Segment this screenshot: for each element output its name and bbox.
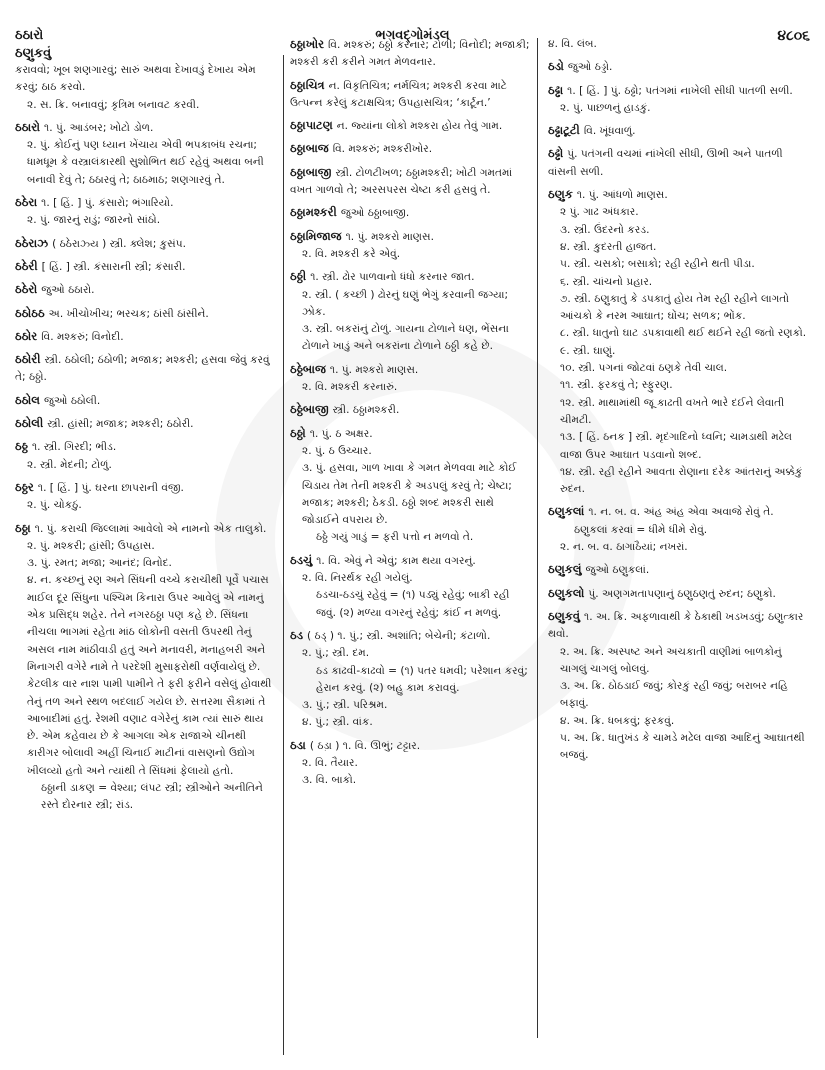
dictionary-entry xyxy=(15,258,275,276)
definition-line: ૩. અ. ક્રિ. ઠોઠડાઈ જવું; કોરકું રહી જવું; બરાબર નહિ બફાવું. xyxy=(560,680,788,710)
definition-text: ૧. વિ. એવું ને એવું; કામ થયા વગરનું. xyxy=(316,554,476,567)
definition-line: ૨. પું. જારનું રાડું; જારનો સાંઠો. xyxy=(27,214,161,227)
definition-line: ૩. પું.; સ્ત્રી. પરિશ્રમ. xyxy=(302,699,388,712)
dictionary-entry xyxy=(290,164,530,200)
headword: ઠઠ્ઠાપાટણ xyxy=(290,118,337,133)
headword: ઠણુકલું xyxy=(548,562,586,577)
entry-first-line xyxy=(15,281,275,299)
definition-text: સ્ત્રી. ઠઠ્ઠામશ્કરી. xyxy=(332,404,400,417)
definition-text: ન. વિકૃતિચિત્ર; નર્મચિત્ર; મશ્કરી કરવા માટે ઉત્પન્ન કરેલું કટાક્ષચિત્ર; ઉપહાસચિત્ર; ‘કાર્ટૂન.’ xyxy=(290,79,507,109)
definition-line: ૩. સ્ત્રી. ઉંદરનો કરડ. xyxy=(560,223,650,236)
dictionary-entry xyxy=(15,392,275,410)
definition-line: ૨. વિ. નિરર્થક રહી ગયેલું. xyxy=(302,572,413,585)
entry-first-line xyxy=(290,36,530,72)
headword: ઠઠોલ xyxy=(15,392,44,407)
definition-line: ૨. પું. ચોકઠું. xyxy=(27,499,82,512)
dictionary-entry xyxy=(290,140,530,158)
headword: ઠઢ્ઢાટૂટી xyxy=(548,123,584,138)
idiom-line: ઠઠ્ઠાની ડાકણ = વેશ્યા; લંપટ સ્ત્રી; સ્ત્રીઓને અનીતિને રસ્તે દોરનાર સ્ત્રી; રાંડ. xyxy=(41,781,263,812)
definition-line: ૨. વિ. તૈયાર. xyxy=(302,756,358,769)
definition-line: ૩. પું. રમત; મજા; આનંદ; વિનોદ. xyxy=(27,557,172,570)
definition-text: સ્ત્રી. ઠઠોલી; ઠંઠોળી; મજાક; મશ્કરી; હસવા જેવું કરવું તે; ઠઠ્ઠો. xyxy=(15,354,270,384)
entry-first-line xyxy=(548,36,810,53)
dictionary-entry xyxy=(15,479,275,515)
guide-word-first: ઠઠારો xyxy=(15,28,44,43)
headword: ઠઠેરાઝ xyxy=(15,235,53,250)
headword: ઠઠોલી xyxy=(15,416,48,431)
dictionary-entry xyxy=(15,305,275,323)
dictionary-entry xyxy=(15,235,275,253)
definition-text: ૧. પું. આંધળો માણસ. xyxy=(576,189,668,202)
guide-word-last: ઠણુકવું xyxy=(15,46,52,61)
entry-first-line xyxy=(548,186,810,204)
column-3 xyxy=(548,36,810,770)
dictionary-entry xyxy=(548,36,810,53)
headword: ઠઠ્ઠેબાજ xyxy=(290,361,330,376)
dictionary-entry xyxy=(290,552,530,622)
definition-text: ( ઠડ઼ા ) ૧. વિ. ઊભું; ટટ્ટાર. xyxy=(309,739,421,752)
entry-first-line xyxy=(15,415,275,433)
entry-first-line xyxy=(290,361,530,379)
definition-line: ૫. સ્ત્રી. ચસકો; બસાકો; રહી રહીને થતી પીડા. xyxy=(560,258,755,271)
headword: ઠણુક xyxy=(548,187,577,202)
definition-line: ૨. વિ. મશ્કરી કરનારું. xyxy=(302,381,398,394)
headword: ઠઠ્ઠામશ્કરી xyxy=(290,205,341,220)
dictionary-entry xyxy=(548,503,810,556)
entry-first-line xyxy=(15,194,275,212)
definition-line: ૯. સ્ત્રી. ઘાણું. xyxy=(560,344,616,357)
definition-line: ૨. ન. બ. વ. ઠાગાઠૈયાં; નખરાં. xyxy=(560,541,688,554)
dictionary-entry xyxy=(15,415,275,433)
entry-first-line xyxy=(290,164,530,200)
page-number: ૪૮૦૬ xyxy=(777,28,810,44)
definition-text: વિ. મશ્કરું; મશ્કરીખોર. xyxy=(332,143,433,156)
headword: ઠઠારો xyxy=(15,119,45,134)
idiom-line: ઠડચા-ઠડચું રહેવું = (૧) પડ્યું રહેવું; બાકી રહી જવું. (૨) મળ્યા વગરનું રહેવું; કાંઈ ન મળવું. xyxy=(316,589,510,619)
dictionary-entry xyxy=(15,62,275,114)
definition-line: ૨. સ્ત્રી. મેદની; ટોળું. xyxy=(27,458,112,471)
definition-line: ૨. અ. ક્રિ. અસ્પષ્ટ અને અચકાતી વાણીમાં બાળકોનું ચાગલું ચાગલું બોલવું. xyxy=(560,645,782,675)
definition-text: સ્ત્રી. હાંસી; મજાક; મશ્કરી; ઠઠોરી. xyxy=(47,418,194,431)
definition-text: ૧. [ હિં. ] પું. ઘરના છાપરાની વંજી. xyxy=(37,481,184,494)
entry-first-line xyxy=(290,737,530,755)
idiom-line: ઠણુકલાં કરવાં = ધીમે ધીમે રોવું. xyxy=(574,523,708,536)
headword: ઠઠેરા xyxy=(15,195,42,210)
definition-text: જુઓ ઠઠોલી. xyxy=(43,394,101,407)
definition-line: ૬. સ્ત્રી. ચાંચનો પ્રહાર. xyxy=(560,275,653,288)
entry-first-line xyxy=(548,82,810,100)
definition-line: ૪. પું.; સ્ત્રી. વાંક. xyxy=(302,716,373,729)
definition-line: ૨ પું. ગાઢ અંધકાર. xyxy=(560,206,639,219)
definition-text: ( ઠડ્ ) ૧. પું.; સ્ત્રી. અશાંતિ; બેચેની; કંટાળો. xyxy=(307,629,491,642)
definition-text: ૧. પું. આડંબર; ખોટો ડોળ. xyxy=(44,121,154,134)
headword: ઠડો xyxy=(548,59,568,74)
definition-text: [ હિં. ] સ્ત્રી. કંસારાની સ્ત્રી; કંસારી. xyxy=(41,260,186,273)
headword: ઠઠ્ઠી xyxy=(290,269,311,284)
entry-first-line xyxy=(290,228,530,246)
definition-text: ૧. પું. કરાચી જિલ્લામાં આવેલો એ નામનો એક તાલુકો. xyxy=(34,522,267,535)
entry-first-line xyxy=(290,552,530,570)
headword: ઠડચું xyxy=(290,552,317,567)
headword: ઠઠ્ઠો xyxy=(290,425,310,440)
definition-line: ૧૧. સ્ત્રી. ફરકવું તે; સ્ફુરણ. xyxy=(560,379,673,392)
entry-first-line xyxy=(548,145,810,181)
entry-first-line xyxy=(15,258,275,276)
entry-first-line xyxy=(548,608,810,644)
definition-line: ૪. ન. કચ્છનું રણ અને સિંધની વચ્ચે કરાચીથી પૂર્વે પચાસ માઈલ દૂર સિંધુના પશ્ચિમ કિનારા ઉપર આવેલું એ નામનું એક પ્રસિદ્ધ શહેર. તેને નગરઠઠ્ઠા પણ કહે છે. સિંધના નીચલા ભાગમાં રહેતા માંઠ લોકોની વસતી ઉપરથી તેનું અસલ નામ માંઠીવાડી હતું અને મનાવરી, મનાહબરી અને મિનાગરી વગેરે નામે તે પરદેશી મુસાફરોથી વર્ણવાયેલું છે. કેટલીક વાર નાશ પામી પામીને તે ફરી ફરીને વસેલું હોવાથી તેનું તળ અને સ્થળ બદલાઈ ગયેલ છે. સત્તરમા સૈકામાં તે આબાદીમાં હતું. રેશમી વણાટ વગેરેનું કામ ત્યાં સારું થાય છે. એમ કહેવાય છે કે આગલા એક રાજાએ ચીનથી કારીગર બોલાવી અહીં ચિનાઈ માટીનાં વાસણનો ઉદ્યોગ ખીલવ્યો હતો અને ત્યાંથી તે સિંધમાં ફેલાયો હતો. xyxy=(27,574,272,777)
definition-line: ૩. સ્ત્રી. બકરાંનું ટોળું. ગાયના ટોળાને ધણ, ભેંસના ટોળાને ખાડું અને બકરાંના ટોળાને ઠઠ્ઠી કહે છે. xyxy=(302,323,509,353)
headword: ઠઠ્ઠામિજાજ xyxy=(290,228,346,243)
entry-first-line xyxy=(290,425,530,443)
definition-text: ૧. પું. મશ્કરો માણસ. xyxy=(329,363,419,376)
definition-text: ન. જ્યાંના લોકો મશ્કરા હોય તેવું ગામ. xyxy=(336,120,503,133)
dictionary-entry xyxy=(290,425,530,547)
definition-text: કરાવવો; ખૂબ શણગારવું; સારું અથવા દેખાવડું દેખાય એમ કરવું; ઠાઠ કરવો. xyxy=(15,64,256,94)
headword: ઠડા xyxy=(290,737,310,752)
entry-first-line xyxy=(15,479,275,497)
entry-first-line xyxy=(15,520,275,538)
dictionary-entry xyxy=(548,186,810,498)
definition-line: ૧૩. [ હિં. ઠનક ] સ્ત્રી. મૃદંગાદિનો ધ્વનિ; ચામડાથી મઢેલ વાજા ઉપર આઘાત પડવાનો શબ્દ. xyxy=(560,431,792,461)
column-divider xyxy=(283,55,284,1055)
idiom-line: ઠડ કાઢવી-કાઢવો = (૧) પતર ધમવી; પરેશાન કરવું; હેરાન કરવું. (૨) બહુ કામ કરાવવું. xyxy=(316,664,528,694)
idiom-line: ઠઠ્ઠે ગયું ગાડું = ફરી પત્તો ન મળવો તે. xyxy=(316,531,474,544)
definition-line: ૧૪. સ્ત્રી. રહી રહીને આવતા રોણાના દરેક આંતરાનું અક્કેકું રુદન. xyxy=(560,465,803,496)
definition-line: ૨. સ. ક્રિ. બનાવવું; કૃત્રિમ બનાવટ કરવી. xyxy=(27,98,200,111)
dictionary-entry xyxy=(15,520,275,815)
headword: ઠઠ્ઠર xyxy=(15,479,38,494)
definition-text: ૧. સ્ત્રી. ઢોર પાળવાનો ધંધો કરનાર જાત. xyxy=(310,271,475,284)
definition-text: ૧. પું. ઠ અક્ષર. xyxy=(309,427,373,440)
headword: ઠઠ્ઠા xyxy=(15,520,35,535)
entry-first-line xyxy=(15,305,275,323)
definition-line: ૨. પું.; સ્ત્રી. દમ. xyxy=(302,647,370,660)
definition-text: ૧. અ. ક્રિ. અફળાવાથી કે ઠેકાથી ખડખડવું; ઠણુત્કાર થવો. xyxy=(548,610,804,641)
dictionary-title: ભગવદ્ગોમંડલ xyxy=(375,28,450,43)
headword: ઠણુકવું xyxy=(548,608,585,623)
dictionary-entry xyxy=(15,119,275,189)
definition-text: ૧. ન. બ. વ. અંહ અંહ એવા અવાજે રોવું તે. xyxy=(588,506,774,519)
definition-text: ૧. પું. મશ્કરો માણસ. xyxy=(345,230,434,243)
entry-first-line xyxy=(548,585,810,603)
dictionary-entry xyxy=(290,77,530,113)
entry-first-line xyxy=(290,268,530,286)
dictionary-entry xyxy=(290,361,530,397)
headword: ઠઠોઠઠ xyxy=(15,305,49,320)
dictionary-entry xyxy=(290,228,530,264)
entry-first-line xyxy=(290,77,530,113)
entry-first-line xyxy=(290,204,530,222)
definition-line: ૫. અ. ક્રિ. ધાતુખંડ કે ચામડે મઢેલ વાજા આદિનું આઘાતથી બજવું. xyxy=(560,731,805,762)
definition-line: ૨. વિ. મશ્કરી કરે એવું. xyxy=(302,247,401,260)
dictionary-entry xyxy=(548,608,810,765)
definition-line: ૩. પું. હસવા, ગાળ ખાવા કે ગમત મેળવવા માટે કોઈ ચિડાય તેમ તેની મશ્કરી કે અડપલું કરવું તે; ચેષ્ટા; મજાક; મશ્કરી; ઠેકડી. ઠઠ્ઠો શબ્દ મશ્કરી સાથે જોડાઈને વપરાય છે. xyxy=(302,462,517,527)
entry-first-line xyxy=(15,351,275,387)
headword: ઠઢ્ઢો xyxy=(548,146,568,161)
dictionary-entry xyxy=(548,145,810,181)
definition-text: ૧. [ હિં. ] પું. ઠઢ્ઢો; પતંગમાં નાખેલી સીધી પાતળી સળી. xyxy=(567,84,793,97)
definition-line: ૨. સ્ત્રી. ( કચ્છી ) ઢોરનું ઘણું ભેગું કરવાની જગ્યા; ઝોક. xyxy=(302,288,509,318)
headword: ઠઠોર xyxy=(15,328,42,343)
definition-text: ૧. [ હિં. ] પું. કંસારો; ભંગારિયો. xyxy=(41,197,174,210)
entry-first-line xyxy=(548,561,810,579)
entry-first-line xyxy=(15,235,275,253)
dictionary-entry xyxy=(290,737,530,790)
headword: ઠણુકલાં xyxy=(548,504,589,519)
definition-line: ૪. સ્ત્રી. કુદરતી હાજત. xyxy=(560,240,657,253)
definition-line: ૨. પું. ઠ ઉચ્ચાર. xyxy=(302,444,372,457)
entry-first-line xyxy=(548,503,810,521)
headword: ઠઠ્ઠ xyxy=(15,439,32,454)
headword: ઠઠેરી xyxy=(15,258,42,273)
entry-first-line xyxy=(290,140,530,158)
column-divider xyxy=(537,38,538,1038)
definition-text: જુઓ ઠણુકલાં. xyxy=(585,564,650,577)
definition-text: અ. ખીચોખીચ; ભરચક; ઠાંસી ઠાંસીને. xyxy=(48,307,209,320)
dictionary-entry xyxy=(290,36,530,72)
definition-text: પું. અણગમતાપણાનું ઠણુઠણતું રુદન; ઠણુકો. xyxy=(588,587,776,600)
definition-line: ૭. સ્ત્રી. ઠણુકાતું કે ડપકાતું હોય તેમ રહી રહીને લાગતો આંચકો કે નરમ આઘાત; ઘોંચ; સળક; ભોંક. xyxy=(560,292,789,323)
dictionary-entry xyxy=(15,351,275,387)
entry-first-line xyxy=(290,401,530,419)
dictionary-entry xyxy=(290,204,530,222)
headword: ઠઠ્ઠેબાજી xyxy=(290,402,333,417)
dictionary-entry xyxy=(15,281,275,299)
entry-first-line xyxy=(15,438,275,456)
dictionary-entry xyxy=(548,585,810,603)
entry-first-line xyxy=(15,328,275,346)
dictionary-entry xyxy=(548,58,810,76)
definition-line: ૨. પું. પાછળનું હાડકું. xyxy=(560,101,651,114)
entry-first-line xyxy=(290,627,530,645)
dictionary-entry xyxy=(15,438,275,474)
definition-line: ૩. વિ. બાકો. xyxy=(302,774,357,787)
definition-text: જુઓ ઠઠારો. xyxy=(41,284,95,297)
definition-line: ૨. પું. કોઈનું પણ ધ્યાન ખેંચાય એવી ભપકાબંધ રચના; ધામધૂમ કે વસ્ત્રાલંકારથી સુશોભિત થઈ રહેવું અથવા બની બનાવી દેવું તે; ઠઠારવું તે; ઠાઠમાઠ; શણગારવું તે. xyxy=(27,139,264,186)
dictionary-entry xyxy=(548,82,810,118)
headword: ઠણુકલો xyxy=(548,585,589,600)
entry-first-line xyxy=(548,58,810,76)
headword: ઠઠ્ઠાચિત્ર xyxy=(290,77,329,92)
definition-text: વિ. ખૂંધવાળું. xyxy=(583,125,636,138)
definition-text: ૧. સ્ત્રી. ગિરદી; ભીડ. xyxy=(31,441,117,454)
headword: ઠડ xyxy=(290,627,308,642)
headword: ઠઠ્ઠાબાજી xyxy=(290,164,336,179)
dictionary-entry xyxy=(15,194,275,230)
dictionary-entry xyxy=(290,627,530,732)
definition-line: ૧૨. સ્ત્રી. માથામાંથી જૂ કાઢતી વખતે ભારે દઈને લેવાતી ચીમટી. xyxy=(560,396,785,426)
column-2 xyxy=(290,36,530,795)
dictionary-entry xyxy=(548,122,810,140)
column-1 xyxy=(15,62,275,820)
definition-line: ૧૦. સ્ત્રી. પગનાં જોટવાં ઠણકે તેવી ચાલ. xyxy=(560,362,728,375)
dictionary-entry xyxy=(15,328,275,346)
definition-text: ( ઠઠેરાઝ્ય ) સ્ત્રી. ક્લેશ; કુસંપ. xyxy=(52,237,186,250)
definition-text: જુઓ ઠડ્ડો. xyxy=(567,61,613,74)
entry-first-line xyxy=(548,122,810,140)
definition-line: ૪. અ. ક્રિ. ધબકવું; ફરકવું. xyxy=(560,714,675,727)
definition-line: ૨. પું. મશ્કરી; હાંસી; ઉપહાસ. xyxy=(27,539,155,552)
entry-first-line xyxy=(15,392,275,410)
dictionary-entry xyxy=(290,117,530,135)
entry-first-line xyxy=(15,62,275,97)
dictionary-entry xyxy=(290,401,530,419)
definition-line: ૮. સ્ત્રી. ધાતુનો ઘાટ ડપકાવાથી થઈ થઈને રહી જતો રણકો. xyxy=(560,327,807,340)
dictionary-entry xyxy=(290,268,530,355)
definition-text: પું. પતંગની વચમાં નાંખેલી સીધી, ઊભી અને પાતળી વાંસની સળી. xyxy=(548,148,783,178)
headword: ઠઢ્ઢા xyxy=(548,82,568,97)
definition-text: ૪. વિ. લંબ. xyxy=(548,38,597,50)
dictionary-entry xyxy=(548,561,810,579)
headword: ઠઠ્ઠાબાજ xyxy=(290,141,333,156)
entry-first-line xyxy=(290,117,530,135)
definition-text: વિ. મશ્કરું; ઠઠ્ઠો કરનાર; ટોળી; વિનોદી; મજાકી; મશ્કરી કરી કરીને ગમત મેળવનાર. xyxy=(290,39,530,69)
definition-text: સ્ત્રી. ટોળટીખળ; ઠઠ્ઠામશ્કરી; ખોટી ગમતમાં વખત ગાળવો તે; અરસપરસ ચેષ્ટા કરી હસવું તે. xyxy=(290,166,513,197)
entry-first-line xyxy=(15,119,275,137)
headword: ઠઠેરો xyxy=(15,282,42,297)
definition-text: વિ. મશ્કરું; વિનોદી. xyxy=(41,330,124,343)
definition-text: જુઓ ઠઠ્ઠાબાજી. xyxy=(340,207,410,220)
headword: ઠઠોરી xyxy=(15,352,45,367)
headword: ઠઠ્ઠાખોર xyxy=(290,37,329,51)
